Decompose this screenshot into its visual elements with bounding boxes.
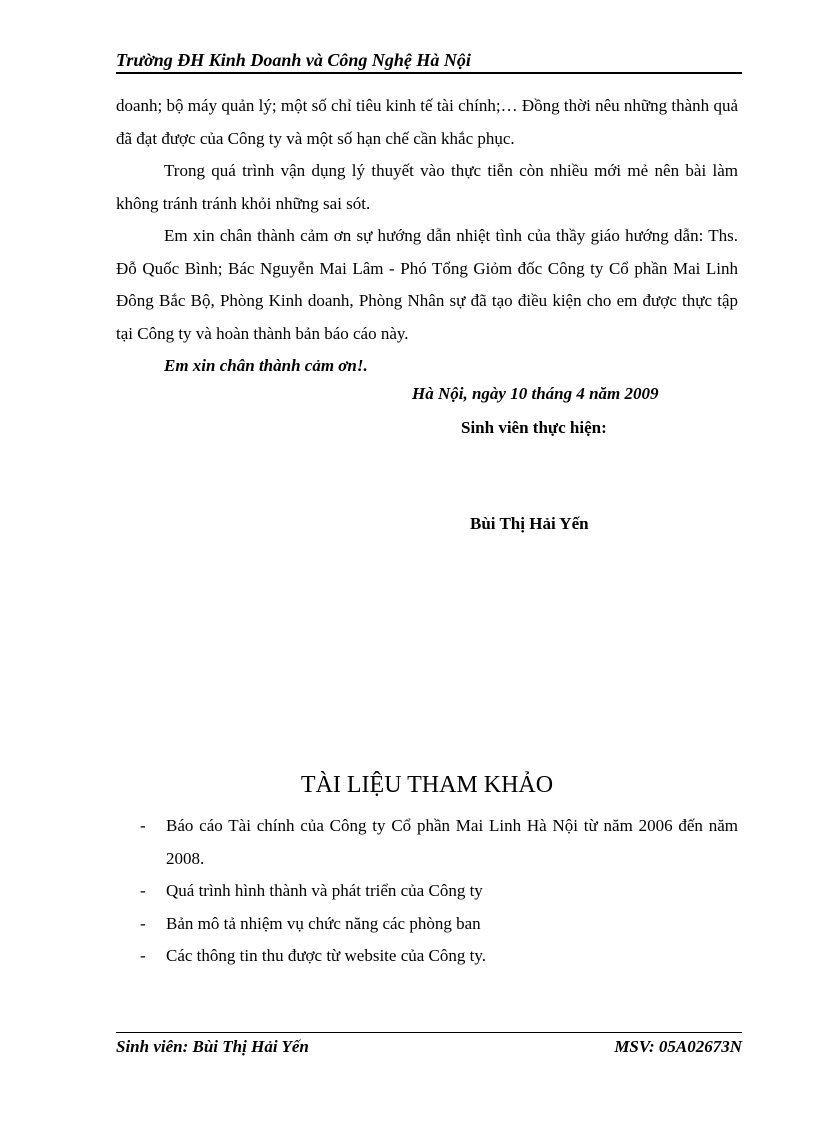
bullet-dash: - [140, 881, 146, 900]
paragraph: Trong quá trình vận dụng lý thuyết vào thực tiễn còn nhiều mới mẻ nên bài làm không tránh tránh khỏi những sai sót. [116, 161, 738, 213]
page-header: Trường ĐH Kinh Doanh và Công Nghệ Hà Nội [116, 48, 742, 74]
reference-text: Bản mô tả nhiệm vụ chức năng các phòng ban [166, 913, 481, 933]
body-text [116, 90, 738, 383]
thanks-line: Em xin chân thành cảm ơn!. [164, 356, 368, 375]
paragraph: doanh; bộ máy quản lý; một số chỉ tiêu kinh tế tài chính;… Đồng thời nêu những thành quả đã đạt được của Công ty và một số hạn chế cần khắc phục. [116, 96, 738, 148]
page-footer [116, 1032, 742, 1058]
bullet-dash: - [140, 946, 146, 965]
paragraph: Em xin chân thành cảm ơn sự hướng dẫn nhiệt tình của thầy giáo hướng dẫn: Ths. Đỗ Quốc Bình; Bác Nguyễn Mai Lâm - Phó Tổng Giỏm đốc Công ty Cổ phần Mai Linh Đông Bắc Bộ, Phòng Kinh doanh, Phòng Nhân sự đã tạo điều kiện cho em được thực tập tại Công ty và hoàn thành bản báo cáo này. [116, 226, 738, 343]
references-title: TÀI LIỆU THAM KHẢO [300, 772, 554, 798]
reference-text: Các thông tin thu được từ website của Công ty. [166, 946, 486, 965]
reference-item [140, 810, 738, 875]
reference-item [140, 908, 738, 941]
reference-text: Quá trình hình thành và phát triển của Công ty [166, 881, 483, 900]
reference-text: Báo cáo Tài chính của Công ty Cổ phần Mai Linh Hà Nội từ năm 2006 đến năm 2008. [166, 816, 738, 868]
signature-label: Sinh viên thực hiện: [461, 418, 607, 437]
footer-student: Sinh viên: Bùi Thị Hải Yến [116, 1037, 309, 1056]
signature-name: Bùi Thị Hải Yến [470, 514, 589, 533]
reference-item [140, 940, 738, 973]
references-list [140, 810, 738, 973]
footer-msv: MSV: 05A02673N [614, 1037, 742, 1056]
signature-date: Hà Nội, ngày 10 tháng 4 năm 2009 [412, 384, 659, 403]
bullet-dash: - [140, 913, 146, 933]
reference-item [140, 875, 738, 908]
bullet-dash: - [140, 816, 146, 835]
